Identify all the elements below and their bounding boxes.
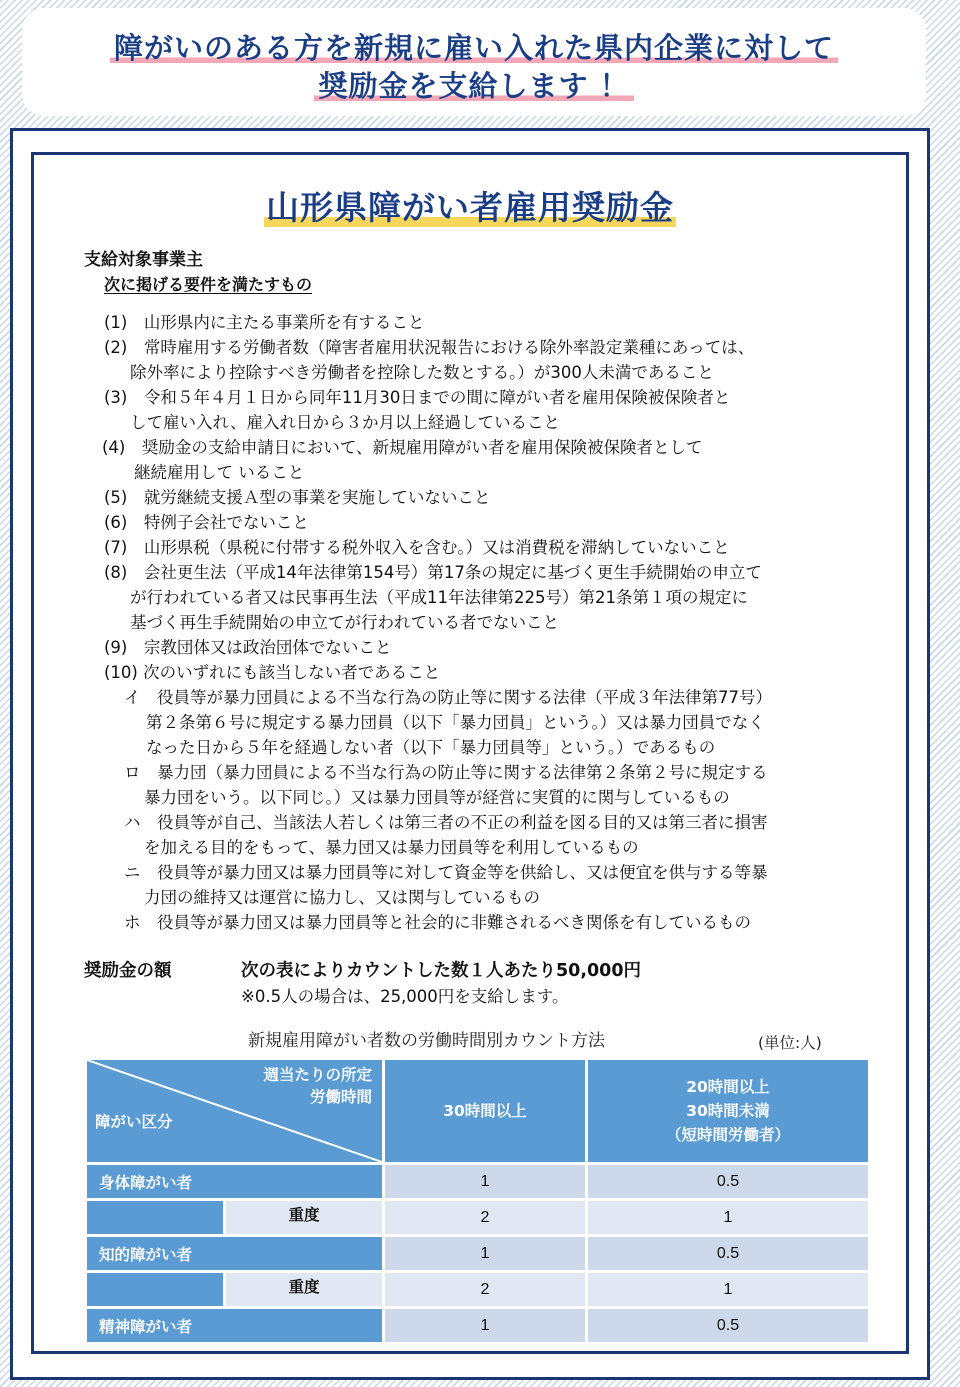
requirement-line: ニ 役員等が暴力団又は暴力団員等に対して資金等を供給し、又は便宜を供与する等暴 <box>124 863 768 882</box>
content-panel <box>31 152 909 1354</box>
requirement-line: (4) 奨励金の支給申請日において、新規雇用障がい者を雇用保険被保険者として <box>102 438 703 457</box>
count-table <box>84 1057 871 1345</box>
column-header-20-30h: 20時間以上 30時間未満 （短時間労働者） <box>588 1060 868 1162</box>
table-unit: (単位:人) <box>758 1034 822 1052</box>
table-row <box>87 1237 868 1270</box>
requirement-line: 除外率により控除すべき労働者を控除した数とする。）が300人未満であること <box>130 363 714 382</box>
value-cell: 1 <box>385 1309 585 1342</box>
requirement-line: 暴力団をいう。以下同じ。）又は暴力団員等が経営に実質的に関与しているもの <box>144 788 730 807</box>
requirement-line: なった日から５年を経過しない者（以下「暴力団員等」という。）であるもの <box>146 738 716 757</box>
requirement-line: 第２条第６号に規定する暴力団員（以下「暴力団員」という。）又は暴力団員でなく <box>146 713 765 732</box>
requirement-line: が行われている者又は民事再生法（平成11年法律第225号）第21条第１項の規定に <box>130 588 748 607</box>
outer-frame <box>10 128 930 1380</box>
value-cell: 1 <box>588 1201 868 1234</box>
page-title: 山形県障がい者雇用奨励金 <box>266 188 674 227</box>
amount-label: 奨励金の額 <box>84 961 172 981</box>
category-blank <box>87 1273 223 1306</box>
value-cell: 1 <box>385 1165 585 1198</box>
value-cell: 2 <box>385 1201 585 1234</box>
table-row <box>87 1273 868 1306</box>
table-caption: 新規雇用障がい者数の労働時間別カウント方法 <box>248 1031 605 1051</box>
value-cell: 0.5 <box>588 1237 868 1270</box>
corner-hours-label: 週当たりの所定 労働時間 <box>263 1066 372 1106</box>
value-cell: 1 <box>385 1237 585 1270</box>
table-row <box>87 1309 868 1342</box>
category-mental: 精神障がい者 <box>87 1309 382 1342</box>
corner-category-label: 障がい区分 <box>95 1113 173 1131</box>
requirement-line: (8) 会社更生法（平成14年法律第154号）第17条の規定に基づく更生手続開始の申立て <box>104 563 762 582</box>
value-cell: 0.5 <box>588 1309 868 1342</box>
table-corner-cell <box>87 1060 382 1162</box>
category-blank <box>87 1201 223 1234</box>
eligibility-heading: 支給対象事業主 <box>84 250 203 270</box>
requirement-line: イ 役員等が暴力団員による不当な行為の防止等に関する法律（平成３年法律第77号） <box>124 688 772 707</box>
value-cell: 0.5 <box>588 1165 868 1198</box>
requirement-line: (7) 山形県税（県税に付帯する税外収入を含む。）又は消費税を滞納していないこと <box>104 538 730 557</box>
headline-line-2: 奨励金を支給します ！ <box>22 68 926 104</box>
table-header-row <box>87 1060 868 1162</box>
requirement-line: (6) 特例子会社でないこと <box>104 513 309 532</box>
column-header-30h: 30時間以上 <box>385 1060 585 1162</box>
table-row <box>87 1165 868 1198</box>
category-physical: 身体障がい者 <box>87 1165 382 1198</box>
severity-label: 重度 <box>226 1201 382 1234</box>
header-banner <box>22 8 926 116</box>
requirement-line: ホ 役員等が暴力団又は暴力団員等と社会的に非難されるべき関係を有しているもの <box>124 913 751 932</box>
table-row <box>87 1201 868 1234</box>
requirement-line: 継続雇用して いること <box>134 463 305 482</box>
requirement-line: (10) 次のいずれにも該当しない者であること <box>104 663 441 682</box>
value-cell: 2 <box>385 1273 585 1306</box>
requirement-line: (5) 就労継続支援Ａ型の事業を実施していないこと <box>104 488 491 507</box>
requirement-line: (9) 宗教団体又は政治団体でないこと <box>104 638 392 657</box>
requirement-line: (2) 常時雇用する労働者数（障害者雇用状況報告における除外率設定業種にあっては、 <box>104 338 755 357</box>
requirement-line: 力団の維持又は運営に協力し、又は関与しているもの <box>144 888 540 907</box>
requirement-line: (3) 令和５年４月１日から同年11月30日までの間に障がい者を雇用保険被保険者と <box>104 388 731 407</box>
requirement-line: して雇い入れ、雇入れ日から３か月以上経過していること <box>130 413 560 432</box>
requirement-line: 基づく再生手続開始の申立てが行われている者でないこと <box>130 613 559 632</box>
headline-line-1: 障がいのある方を新規に雇い入れた県内企業に対して <box>22 30 926 66</box>
amount-value: 次の表によりカウントした数１人あたり50,000円 <box>241 961 642 981</box>
amount-note: ※0.5人の場合は、25,000円を支給します。 <box>241 987 569 1006</box>
requirement-line: ロ 暴力団（暴力団員による不当な行為の防止等に関する法律第２条第２号に規定する <box>124 763 768 782</box>
requirement-line: (1) 山形県内に主たる事業所を有すること <box>104 313 425 332</box>
value-cell: 1 <box>588 1273 868 1306</box>
severity-label: 重度 <box>226 1273 382 1306</box>
requirement-line: ハ 役員等が自己、当該法人若しくは第三者の不正の利益を図る目的又は第三者に損害 <box>124 813 768 832</box>
category-intellectual: 知的障がい者 <box>87 1237 382 1270</box>
eligibility-subheading: 次に掲げる要件を満たすもの <box>104 275 313 294</box>
requirement-line: を加える目的をもって、暴力団又は暴力団員等を利用しているもの <box>144 838 639 857</box>
